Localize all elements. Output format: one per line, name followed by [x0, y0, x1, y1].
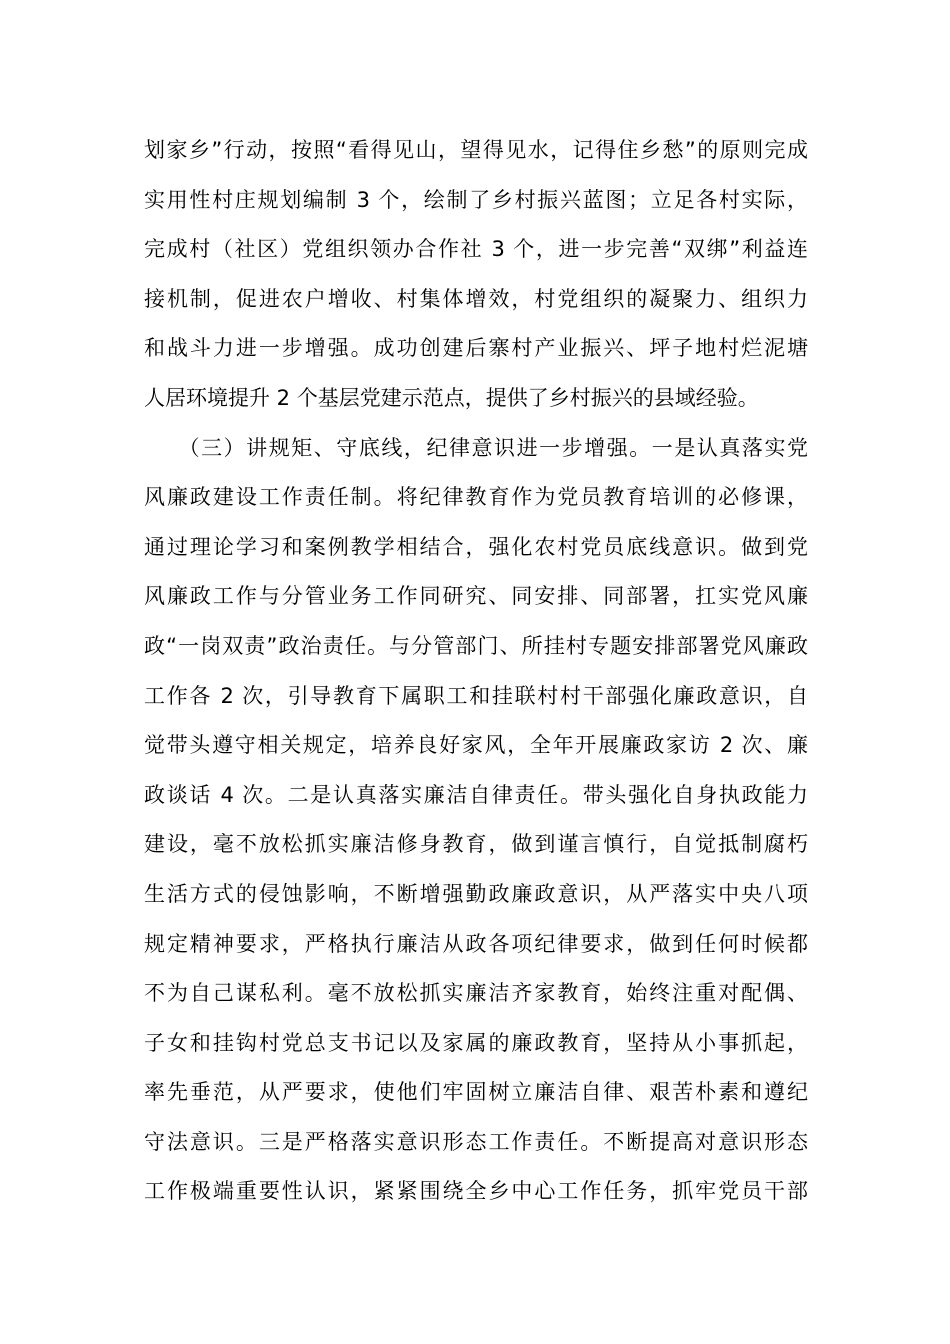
text-line: 接机制，促进农户增收、村集体增效，村党组织的凝聚力、组织力	[144, 286, 808, 311]
text-line: 通过理论学习和案例教学相结合，强化农村党员底线意识。做到党	[144, 534, 808, 559]
text-line: 工作各 2 次，引导教育下属职工和挂联村村干部强化廉政意识，自	[144, 683, 808, 708]
text-line: 守法意识。三是严格落实意识形态工作责任。不断提高对意识形态	[144, 1129, 808, 1154]
text-line: 生活方式的侵蚀影响，不断增强勤政廉政意识，从严落实中央八项	[144, 881, 808, 906]
text-line: 觉带头遵守相关规定，培养良好家风，全年开展廉政家访 2 次、廉	[144, 733, 808, 758]
text-line: 建设，毫不放松抓实廉洁修身教育，做到谨言慎行，自觉抵制腐朽	[144, 832, 808, 857]
text-line: 率先垂范，从严要求，使他们牢固树立廉洁自律、艰苦朴素和遵纪	[144, 1080, 808, 1105]
text-line: 政“一岗双责”政治责任。与分管部门、所挂村专题安排部署党风廉政	[144, 633, 808, 658]
text-line: 和战斗力进一步增强。成功创建后寨村产业振兴、坪子地村烂泥塘	[144, 336, 808, 361]
body-text	[144, 126, 808, 1217]
text-line: （三）讲规矩、守底线，纪律意识进一步增强。一是认真落实党	[144, 435, 808, 460]
text-line: 划家乡”行动，按照“看得见山，望得见水，记得住乡愁”的原则完成	[144, 138, 808, 162]
text-line: 人居环境提升 2 个基层党建示范点，提供了乡村振兴的县域经验。	[144, 385, 759, 410]
text-line: 工作极端重要性认识，紧紧围绕全乡中心工作任务，抓牢党员干部	[144, 1179, 808, 1204]
text-line: 政谈话 4 次。二是认真落实廉洁自律责任。带头强化自身执政能力	[144, 782, 808, 807]
text-line: 完成村（社区）党组织领办合作社 3 个，进一步完善“双绑”利益连	[144, 237, 808, 262]
text-line: 风廉政建设工作责任制。将纪律教育作为党员教育培训的必修课，	[144, 485, 808, 510]
text-line: 规定精神要求，严格执行廉洁从政各项纪律要求，做到任何时候都	[144, 931, 808, 956]
text-line: 实用性村庄规划编制 3 个，绘制了乡村振兴蓝图；立足各村实际，	[144, 187, 808, 212]
text-line: 不为自己谋私利。毫不放松抓实廉洁齐家教育，始终注重对配偶、	[144, 981, 808, 1006]
text-line: 风廉政工作与分管业务工作同研究、同安排、同部署，扛实党风廉	[144, 584, 808, 609]
text-line: 子女和挂钩村党总支书记以及家属的廉政教育，坚持从小事抓起，	[144, 1030, 808, 1055]
